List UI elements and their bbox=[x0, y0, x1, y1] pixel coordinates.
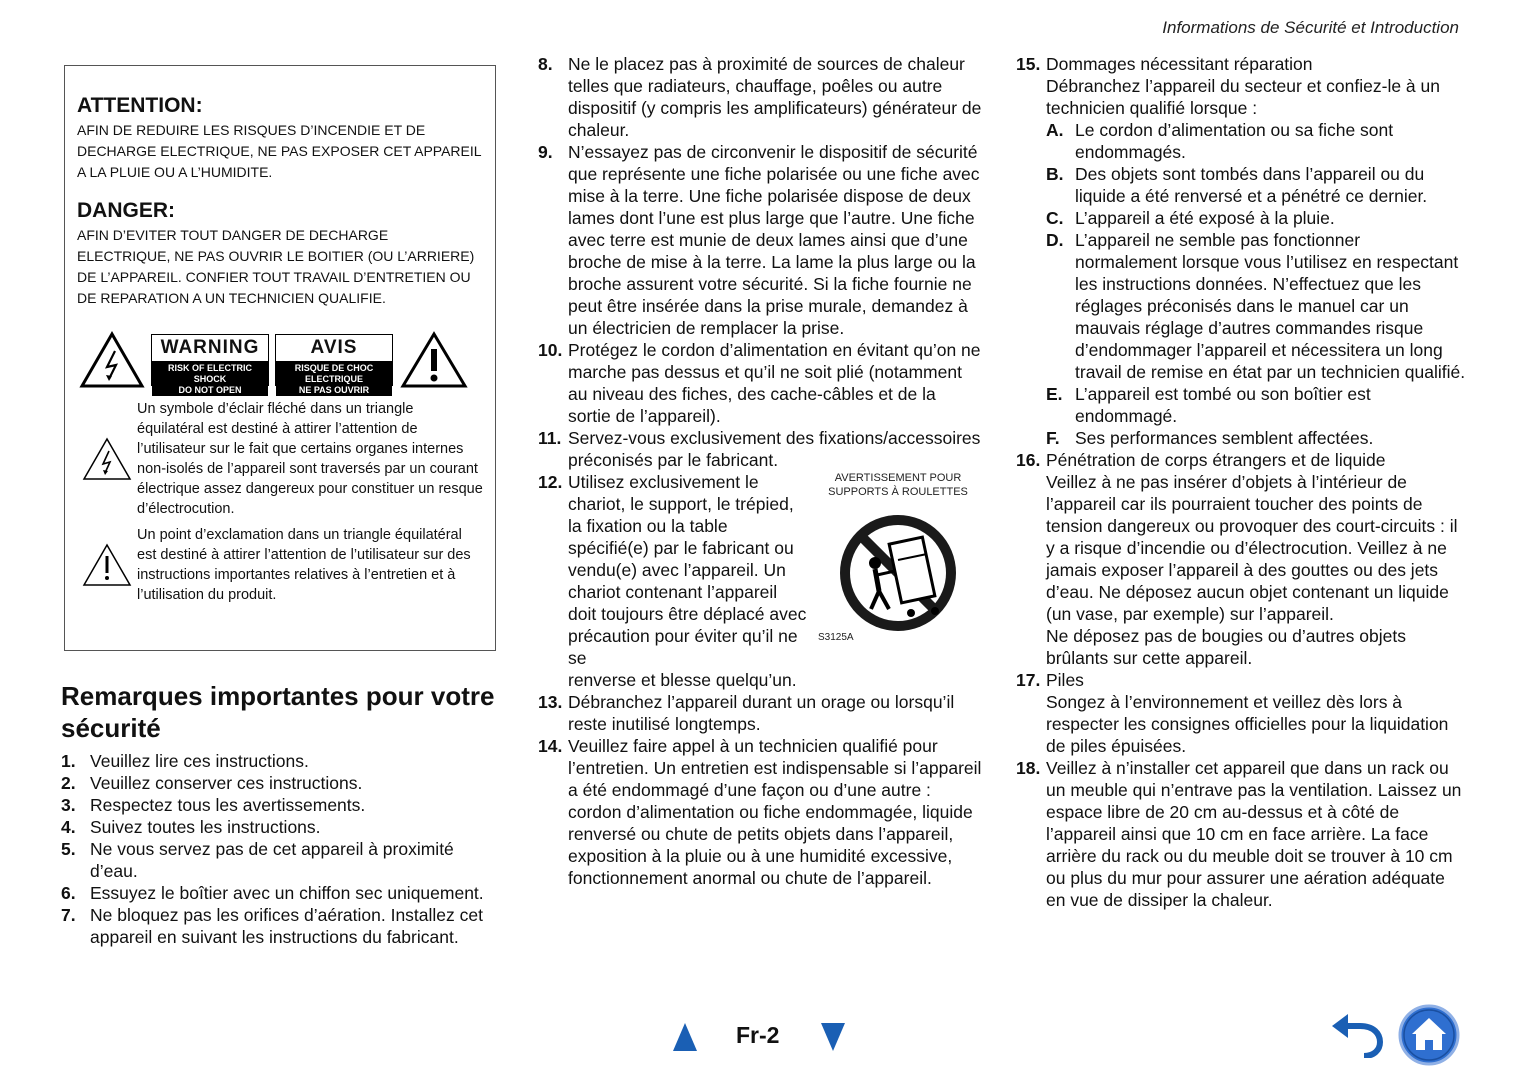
warning-label: WARNING RISK OF ELECTRIC SHOCK DO NOT OPEN bbox=[151, 334, 269, 386]
list-item: 8. Ne le placez pas à proximité de sources de chaleur telles que radiateurs, chauffage, poêles ou autre dispositif (y compris les amplificateurs) générateur de chaleur. bbox=[538, 54, 982, 140]
list-item: 12. Utilisez exclusivement le chariot, le support, le trépied, la fixation ou la table spécifié(e) par le fabricant ou vendu(e) avec l’appareil. Un chariot contenant l’appareil doit toujours être déplacé avec précaution pour éviter qu’il ne se renverse et blesse quelqu’un. AVERTISSEMENT POUR SUPPORTS À ROULETTES S3125A bbox=[538, 471, 983, 691]
sub-list-item: E. L’appareil est tombé ou son boîtier est endommagé. bbox=[1046, 384, 1371, 426]
list-item: 18. Veillez à n’installer cet appareil que dans un rack ou un meuble qui n’entrave pas la ventilation. Laissez un espace libre de 20 cm au-dessus et à côté de l’appareil ainsi que 10 cm en face arrière. La face arrière du rack ou du meuble doit se trouver à 10 cm ou plus du mur pour assurer une aération adéquate en vue de dissiper la chaleur. bbox=[1016, 758, 1462, 910]
list-item: 3. Respectez tous les avertissements. bbox=[61, 795, 366, 815]
list-item: 7. Ne bloquez pas les orifices d’aération. Installez cet appareil en suivant les instructions du fabricant. bbox=[61, 905, 483, 947]
sub-list-item: A. Le cordon d’alimentation ou sa fiche sont endommagés. bbox=[1046, 120, 1394, 162]
next-page-arrow-icon[interactable] bbox=[820, 1022, 846, 1052]
danger-text: AFIN D’EVITER TOUT DANGER DE DECHARGE ELECTRIQUE, NE PAS OUVRIR LE BOITIER (OU L’ARRIERE) DE L’APPAREIL. CONFIER TOUT TRAVAIL D’ENTRETIEN OU DE REPARATION A UN TECHNICIEN QUALIFIE. bbox=[77, 227, 475, 306]
safety-warning-box bbox=[64, 65, 496, 651]
list-item: 1. Veuillez lire ces instructions. bbox=[61, 751, 309, 771]
page-number: Fr-2 bbox=[736, 1022, 780, 1048]
lightning-description: Un symbole d’éclair fléché dans un triangle équilatéral est destiné à attirer l’attention de l’utilisateur sur le fait que certains organes internes non-isolés de l’appareil sont traversés par un courant électrique assez dangereux pour constituer un resque d’électrocution. bbox=[137, 401, 483, 517]
list-item: 10. Protégez le cordon d’alimentation en évitant qu’on ne marche pas dessus et qu’il ne soit plié (notamment au niveau des fiches, des cache-câbles et de la sortie de l’appareil). bbox=[538, 340, 981, 426]
avis-label: AVIS RISQUE DE CHOC ELECTRIQUE NE PAS OUVRIR bbox=[275, 334, 393, 386]
warning-signs-row bbox=[79, 331, 483, 395]
exclamation-triangle-icon bbox=[399, 331, 469, 389]
sub-list-item: F. Ses performances semblent affectées. bbox=[1046, 428, 1374, 448]
safety-list-column-1 bbox=[61, 750, 491, 948]
list-item: 15. Dommages nécessitant réparation Débranchez l’appareil du secteur et confiez-le à un technicien qualifié lorsque : A. Le cordon d’alimentation ou sa fiche sont endommagés. B. Des objets sont tombés dans l’appareil ou du liquide a été renversé et a pénétré ce dernier. C. L’appareil a été exposé à la pluie. D. L’appareil ne semble pas fonctionner normalement lorsque vous l’utilisez en respectant les instructions données. N’effectuez que les réglages préconisés dans le manuel car un mauvais réglage d’autres commandes risque d’endommager l’appareil et nécessitera un long travail de remise en état par un technicien qualifié. E. L’appareil est tombé ou son boîtier est endommagé. F. Ses performances semblent affectées. bbox=[1016, 54, 1466, 448]
exclamation-symbol-explanation bbox=[77, 525, 483, 605]
sub-list-item: C. L’appareil a été exposé à la pluie. bbox=[1046, 208, 1335, 228]
list-item: 4. Suivez toutes les instructions. bbox=[61, 817, 321, 837]
cart-caption: AVERTISSEMENT POUR SUPPORTS À ROULETTES bbox=[828, 472, 968, 498]
home-icon[interactable] bbox=[1398, 1004, 1460, 1066]
list-item: 14. Veuillez faire appel à un technicien qualifié pour l’entretien. Un entretien est indispensable si l’appareil a été endommagé d’une façon ou d’une autre : cordon d’alimentation ou fiche endommagée, liquide renversé ou chute de petits objets dans l’appareil, exposition à la pluie ou à une humidité excessive, fonctionnement anormal ou chute de l’appareil. bbox=[538, 736, 982, 888]
sub-list-item: D. L’appareil ne semble pas fonctionner normalement lorsque vous l’utilisez en respectant les instructions données. N’effectuez que les réglages préconisés dans le manuel car un mauvais réglage d’autres commandes risque d’endommager l’appareil et nécessitera un long travail de remise en état par un technicien qualifié. bbox=[1046, 230, 1466, 382]
cart-code: S3125A bbox=[818, 632, 854, 643]
list-item: 2. Veuillez conserver ces instructions. bbox=[61, 773, 363, 793]
back-arrow-icon[interactable] bbox=[1330, 1012, 1386, 1058]
list-item: 13. Débranchez l’appareil durant un orage ou lorsqu’il reste inutilisé longtemps. bbox=[538, 692, 955, 734]
exclamation-triangle-icon bbox=[82, 543, 132, 587]
lightning-triangle-icon bbox=[79, 331, 145, 389]
list-item: 6. Essuyez le boîtier avec un chiffon sec uniquement. bbox=[61, 883, 484, 903]
lightning-triangle-icon bbox=[82, 437, 132, 481]
list-item: 17. Piles Songez à l’environnement et veillez dès lors à respecter les consignes officielles pour la liquidation de piles épuisées. bbox=[1016, 670, 1449, 756]
list-item: 16. Pénétration de corps étrangers et de liquide Veillez à ne pas insérer d’objets à l’intérieur de l’appareil car ils pourraient toucher des points de tension dangereux ou provoquer des court-circuits : il y a risque d’incendie ou d’électrocution. Veillez à ne jamais exposer l’appareil à des gouttes ou des jets d’eau. Ne déposez aucun objet contenant un liquide (un vase, par exemple) sur l’appareil. Ne déposez pas de bougies ou d’autres objets brûlants sur cette appareil. bbox=[1016, 450, 1458, 668]
cart-tipover-icon bbox=[823, 505, 973, 635]
lightning-symbol-explanation bbox=[77, 399, 483, 519]
safety-list-column-3 bbox=[1016, 53, 1466, 911]
cart-warning-figure bbox=[818, 471, 978, 643]
sub-list bbox=[1046, 119, 1466, 449]
section-title: Remarques importantes pour votre sécurité bbox=[61, 681, 495, 743]
previous-page-arrow-icon[interactable] bbox=[672, 1022, 698, 1052]
attention-text: AFIN DE REDUIRE LES RISQUES D’INCENDIE ET DE DECHARGE ELECTRIQUE, NE PAS EXPOSER CET APPAREIL A LA PLUIE OU A L’HUMIDITE. bbox=[77, 122, 482, 180]
list-item: 5. Ne vous servez pas de cet appareil à proximité d’eau. bbox=[61, 839, 454, 881]
list-item: 11. Servez-vous exclusivement des fixations/accessoires préconisés par le fabricant. bbox=[538, 428, 981, 470]
danger-title: DANGER: bbox=[77, 199, 175, 222]
safety-list-column-2 bbox=[538, 53, 983, 889]
list-item: 9. N’essayez pas de circonvenir le dispositif de sécurité que représente une fiche polarisée ou une fiche avec mise à la terre. Une fiche polarisée dispose de deux lames dont l’une est plus large que l’autre. Une fiche avec terre est munie de deux lames ainsi que d’une broche de mise à la terre. La lame la plus large ou la broche assurent votre sécurité. Si la fiche fournie ne peut être insérée dans la prise murale, demandez à un électricien de remplacer la prise. bbox=[538, 142, 980, 338]
attention-title: ATTENTION: bbox=[77, 94, 203, 117]
exclamation-description: Un point d’exclamation dans un triangle équilatéral est destiné à attirer l’attention de l’utilisateur sur des instructions importantes relatives à l’entretien et à l’utilisation du produit. bbox=[137, 527, 471, 603]
page-header-title: Informations de Sécurité et Introduction bbox=[1162, 18, 1459, 37]
sub-list-item: B. Des objets sont tombés dans l’appareil ou du liquide a été renversé et a pénétré ce dernier. bbox=[1046, 164, 1428, 206]
